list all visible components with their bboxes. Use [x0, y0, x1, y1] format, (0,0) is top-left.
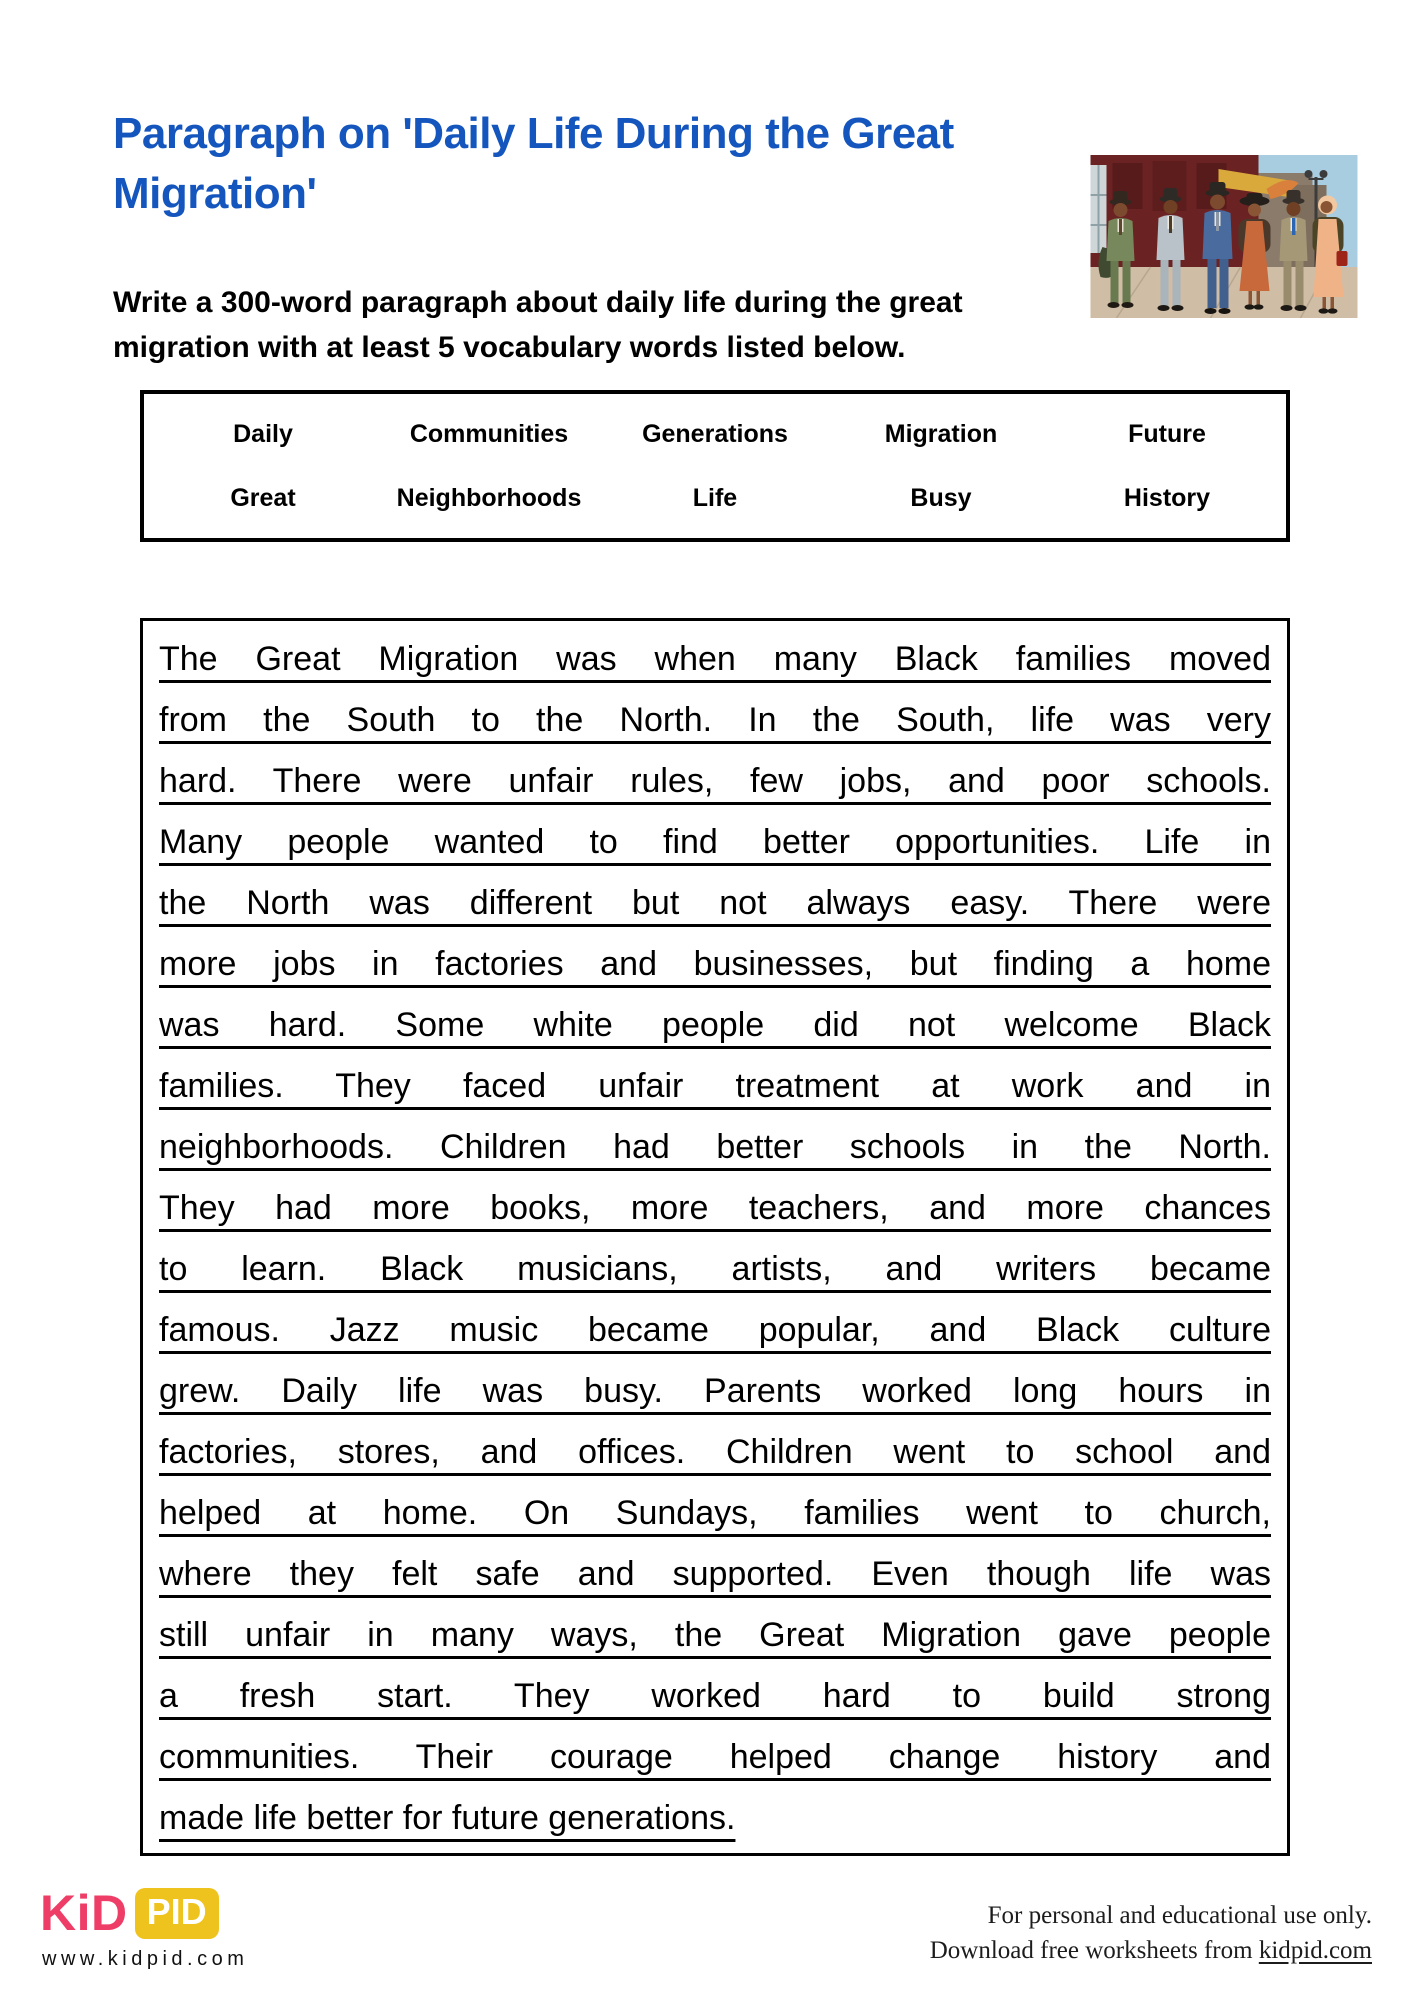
usage-note: For personal and educational use only. [987, 1902, 1372, 1929]
paragraph-line: Many people wanted to find better opportunities. Life in [159, 823, 1271, 861]
vocabulary-word: Communities [409, 419, 569, 448]
paragraph-line: They had more books, more teachers, and more chances [159, 1189, 1271, 1227]
instruction-line: migration with at least 5 vocabulary words listed below. [113, 331, 906, 364]
vocabulary-word: Future [1128, 419, 1206, 448]
vocabulary-box [140, 390, 1290, 542]
instruction-line: Write a 300-word paragraph about daily life during the great [113, 286, 963, 319]
paragraph-line: families. They faced unfair treatment at work and in [159, 1067, 1271, 1105]
vocabulary-word: Great [230, 483, 296, 512]
kidpid-logo-kid: KiD [40, 1885, 128, 1941]
kidpid-link[interactable]: kidpid.com [1258, 1937, 1372, 1964]
paragraph-line: where they felt safe and supported. Even though life was [159, 1555, 1271, 1593]
page-title [113, 104, 1108, 224]
paragraph-line: to learn. Black musicians, artists, and writers became [159, 1250, 1271, 1288]
paragraph-line: a fresh start. They worked hard to build strong [159, 1677, 1271, 1715]
page-title-line: Migration' [113, 169, 317, 218]
website-url: www.kidpid.com [42, 1948, 249, 1970]
paragraph-box [140, 618, 1290, 1856]
paragraph-line: communities. Their courage helped change history and [159, 1738, 1271, 1776]
paragraph-line: The Great Migration was when many Black families moved [159, 640, 1271, 678]
vocabulary-word: Neighborhoods [396, 483, 582, 512]
download-note [930, 1933, 1372, 1968]
paragraph-line: from the South to the North. In the South, life was very [159, 701, 1271, 739]
kidpid-logo [40, 1884, 219, 1942]
page-title-line: Paragraph on 'Daily Life During the Great [113, 109, 954, 158]
paragraph-line: helped at home. On Sundays, families went to church, [159, 1494, 1271, 1532]
paragraph-line: was hard. Some white people did not welcome Black [159, 1006, 1271, 1044]
vocabulary-word: Busy [910, 483, 972, 512]
paragraph-line: grew. Daily life was busy. Parents worked long hours in [159, 1372, 1271, 1410]
paragraph-line: made life better for future generations. [159, 1799, 736, 1837]
download-note-text: Download free worksheets from [929, 1937, 1259, 1964]
paragraph-line: the North was different but not always easy. There were [159, 884, 1271, 922]
paragraph-line: still unfair in many ways, the Great Migration gave people [159, 1616, 1271, 1654]
paragraph-line: factories, stores, and offices. Children went to school and [159, 1433, 1271, 1471]
vocabulary-word: History [1123, 483, 1211, 512]
paragraph-line: neighborhoods. Children had better schools in the North. [159, 1128, 1271, 1166]
vocabulary-word: Generations [642, 419, 788, 448]
paragraph-line: hard. There were unfair rules, few jobs, and poor schools. [159, 762, 1271, 800]
great-migration-illustration [1090, 155, 1358, 318]
footer-note [930, 1898, 1372, 1968]
vocabulary-word: Migration [884, 419, 998, 448]
kidpid-logo-pid: PID [135, 1888, 219, 1939]
vocabulary-word: Daily [233, 419, 293, 448]
vocabulary-word: Life [692, 483, 738, 512]
paragraph-line: more jobs in factories and businesses, but finding a home [159, 945, 1271, 983]
paragraph-line: famous. Jazz music became popular, and Black culture [159, 1311, 1271, 1349]
instruction-text [113, 280, 1103, 370]
